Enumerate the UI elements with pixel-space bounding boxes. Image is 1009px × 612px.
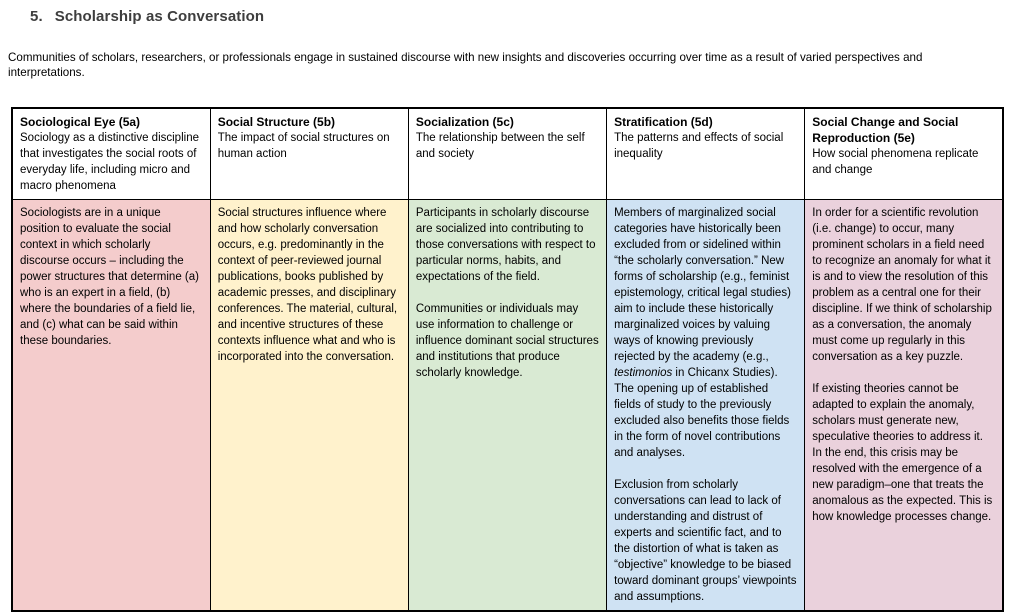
column-subtitle-5a: Sociology as a distinctive discipline that investigates the social roots of everyday life, including micro and macro phenomena — [20, 132, 199, 192]
body-row — [12, 200, 1003, 612]
column-title-5c: Socialization (5c) — [415, 115, 514, 129]
body-paragraph: Participants in scholarly discourse are socialized into contributing to those conversations with respect to particular norms, habits, and expectations of the field. — [415, 207, 596, 283]
column-subtitle-5b: The impact of social structures on human action — [217, 132, 390, 160]
column-header-5e — [805, 108, 1003, 200]
column-subtitle-5c: The relationship between the self and society — [415, 132, 585, 160]
body-paragraph: Communities or individuals may use information to challenge or influence dominant social structures and institutions that produce scholarly knowledge. — [415, 303, 599, 379]
column-body-5b — [210, 200, 408, 612]
intro-text: Communities of scholars, researchers, or professionals engage in sustained discourse with new insights and discoveries occurring over time as a result of varied perspectives and interpretations. — [8, 51, 923, 79]
body-paragraph: Members of marginalized social categories have historically been excluded from or sidelined within “the scholarly conversation.” New forms of scholarship (e.g., feminist epistemology, critical legal studies) aim to include these historically marginalized voices by valuing ways of knowing previously rejected by the academy (e.g., testimonios in Chicanx Studies). The opening up of established fields of study to the previously excluded also benefits those fields in the form of novel contributions and analyses. — [614, 207, 791, 459]
column-header-5a — [12, 108, 210, 200]
column-header-5c — [408, 108, 606, 200]
column-body-5e — [805, 200, 1003, 612]
body-paragraph: Exclusion from scholarly conversations can lead to lack of understanding and distrust of experts and scientific fact, and to the distortion of what is taken as “objective” knowledge to be biased toward dominant groups’ viewpoints and assumptions. — [614, 479, 797, 603]
column-title-5b: Social Structure (5b) — [217, 115, 336, 129]
body-paragraph: Sociologists are in a unique position to evaluate the social context in which scholarly discourse occurs – including the power structures that determine (a) who is an expert in a field, (b) where the boundaries of a field lie, and (c) what can be said within these boundaries. — [20, 207, 199, 347]
column-title-5e: Social Change and Social Reproduction (5e) — [812, 115, 959, 145]
column-header-5d — [607, 108, 805, 200]
column-title-5d: Stratification (5d) — [614, 115, 713, 129]
body-paragraph: Social structures influence where and how scholarly conversation occurs, e.g. predominantly in the context of peer-reviewed journal publications, books published by academic presses, and disciplinary conferences. The material, cultural, and incentive structures of these contexts influence what and who is incorporated into the conversation. — [217, 207, 398, 363]
body-paragraph: If existing theories cannot be adapted to explain the anomaly, scholars must generate new, speculative theories to address it. In the end, this crisis may be resolved with the emergence of a new paradigm–one that treats the anomalous as the expected. This is how knowledge processes change. — [812, 383, 993, 523]
column-subtitle-5e: How social phenomena replicate and change — [812, 148, 979, 176]
column-body-5d — [607, 200, 805, 612]
page-title-number: 5. — [30, 8, 43, 25]
column-header-5b — [210, 108, 408, 200]
concept-table — [11, 107, 1004, 612]
column-title-5a: Sociological Eye (5a) — [20, 115, 141, 129]
body-paragraph: In order for a scientific revolution (i.e. change) to occur, many prominent scholars in a field need to recognize an anomaly for what it is and to view the resolution of this problem as a central one for their discipline. If we think of scholarship as a conversation, the anomaly must come up regularly in this conversation as a key puzzle. — [812, 207, 992, 363]
column-body-5a — [12, 200, 210, 612]
header-row — [12, 108, 1003, 200]
column-subtitle-5d: The patterns and effects of social inequality — [614, 132, 784, 160]
page-title-text: Scholarship as Conversation — [54, 8, 265, 25]
column-body-5c — [408, 200, 606, 612]
page-title — [30, 8, 1001, 25]
